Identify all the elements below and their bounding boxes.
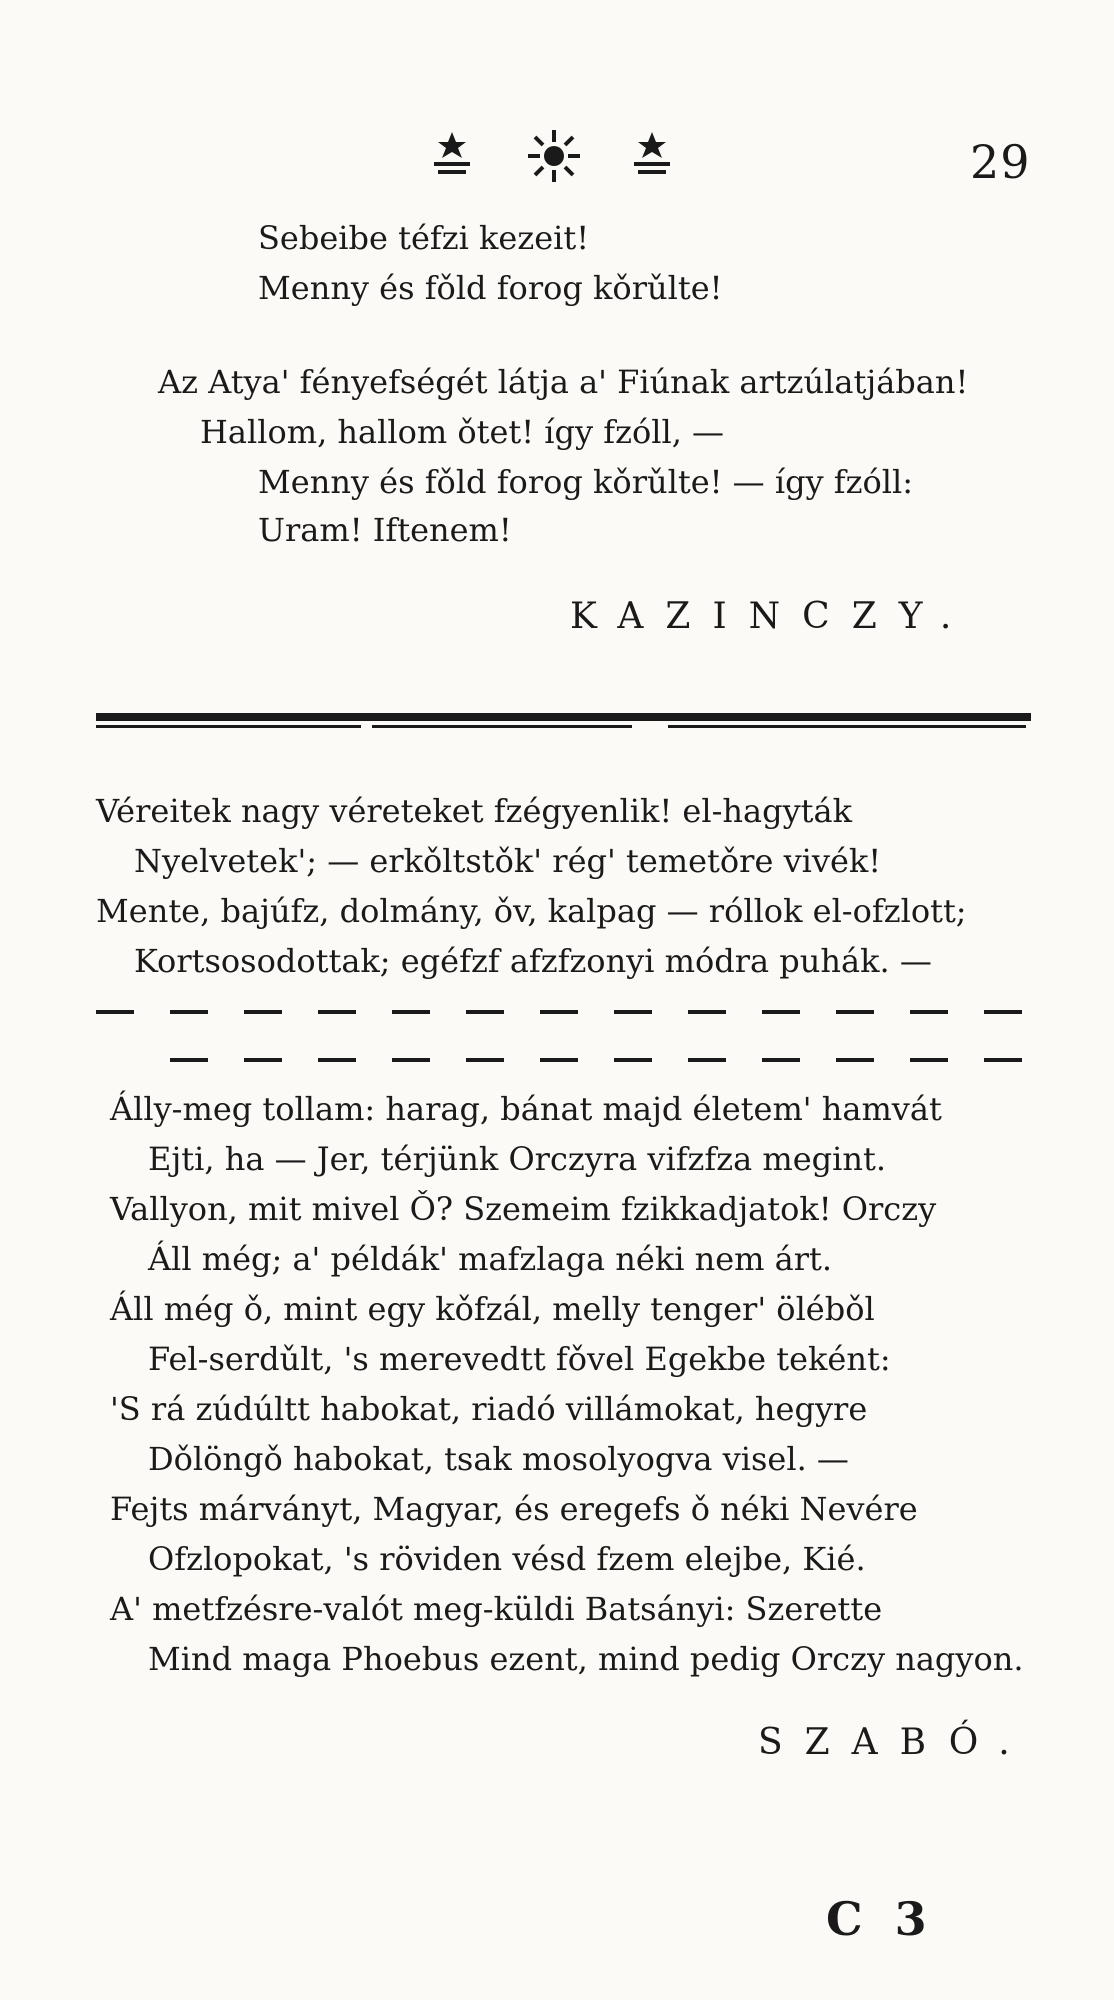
dash [318,1010,356,1014]
dash [984,1010,1022,1014]
poem-line: Kortsosodottak; egéfzf afzfzonyi módra puhák. — [134,942,932,980]
dash [836,1010,874,1014]
dash [688,1058,726,1062]
poem-line: Ofzlopokat, 's röviden vésd fzem elejbe, Kié. [148,1540,866,1578]
dash [170,1010,208,1014]
dash [392,1010,430,1014]
dash [96,1010,134,1014]
poem-line: Vallyon, mit mivel Ǒ? Szemeim fzikkadjatok! Orczy [110,1190,937,1228]
ornament-row [430,128,690,184]
dash [318,1058,356,1062]
dash [910,1058,948,1062]
poem-line: Ejti, ha — Jer, térjünk Orczyra vifzfza megint. [148,1140,886,1178]
poem-line: Fejts márványt, Magyar, és eregefs ǒ néki Nevére [110,1490,918,1528]
poem-line: Áll még; a' példák' mafzlaga néki nem árt. [148,1240,833,1278]
dash [540,1010,578,1014]
dash-row [170,1058,1046,1068]
poem-line: Menny és fǒld forog kǒrǔlte! — így fzóll: [258,463,914,501]
dash [984,1058,1022,1062]
dash [540,1058,578,1062]
dash [466,1058,504,1062]
dash [244,1010,282,1014]
dash [466,1010,504,1014]
poem-line: Az Atya' fényefségét látja a' Fiúnak artzúlatjában! [158,363,969,401]
signature-mark: C 3 [826,1892,935,1946]
poem-line: Mente, bajúfz, dolmány, ǒv, kalpag — róllok el-ofzlott; [96,892,967,930]
poem-line: A' metfzésre-valót meg-küldi Batsányi: Szerette [110,1590,883,1628]
page-number: 29 [970,135,1031,189]
dash [244,1058,282,1062]
poem-line: Menny és fǒld forog kǒrǔlte! [258,269,723,307]
sun-icon [526,128,582,184]
poem-line: Nyelvetek'; — erkǒltstǒk' rég' temetǒre vivék! [134,842,882,880]
poem-line: Mind maga Phoebus ezent, mind pedig Orczy nagyon. [148,1640,1024,1678]
poem-line: Álly-meg tollam: harag, bánat majd életem' hamvát [110,1090,942,1128]
section-divider [96,705,1036,735]
dash [762,1058,800,1062]
dash [910,1010,948,1014]
dash [170,1058,208,1062]
poem-line: Sebeibe téfzi kezeit! [258,219,590,257]
poem-line: Uram! Iftenem! [258,511,512,549]
page-header [0,0,1114,200]
poem-line: Véreitek nagy véreteket fzégyenlik! el-hagyták [96,792,852,830]
poem-line: Dǒlöngǒ habokat, tsak mosolyogva visel. — [148,1440,849,1478]
dash [614,1058,652,1062]
poem-line: 'S rá zúdúltt habokat, riadó villámokat, hegyre [110,1390,868,1428]
dash [392,1058,430,1062]
author-signature: KAZINCZY. [570,596,974,637]
fleuron-icon [630,128,674,180]
fleuron-icon [430,128,474,180]
poem-line: Hallom, hallom ǒtet! így fzóll, — [200,413,725,451]
dash-row [96,1010,1046,1020]
dash [762,1010,800,1014]
poem-line: Fel-serdǔlt, 's merevedtt fǒvel Egekbe teként: [148,1340,891,1378]
dash [614,1010,652,1014]
dash [688,1010,726,1014]
poem-line: Áll még ǒ, mint egy kǒfzál, melly tenger' ölébǒl [110,1290,875,1328]
dash [836,1058,874,1062]
author-signature: SZABÓ. [758,1722,1032,1763]
